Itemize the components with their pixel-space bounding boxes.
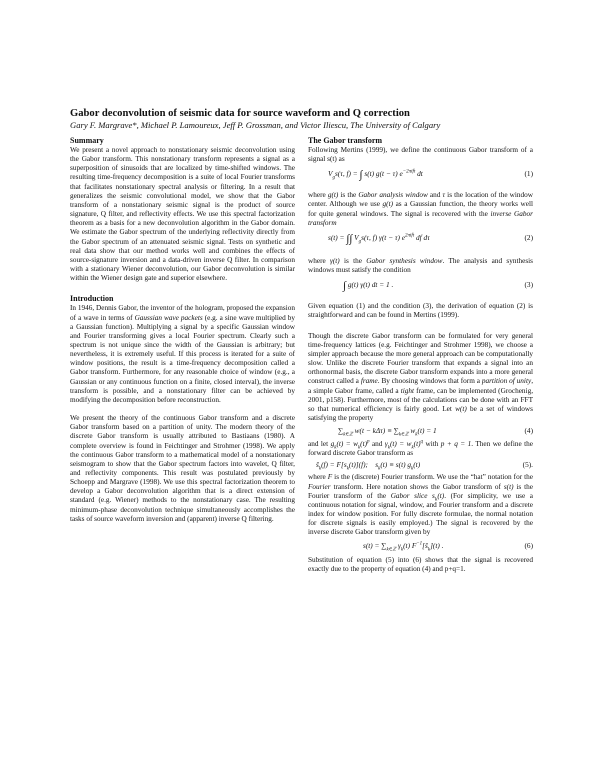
equation-6: $s(t) = \sum_{k\in ℤ}$ $\gamma_k(t)$ $F^{-1}[ŝ_k](t)$ . (6): [363, 540, 533, 552]
right-column: [308, 136, 533, 574]
equation-1: $V_gs(\tau$, f) = ∫ s(t) g(t − τ) $e^{-2\pi ift}$ dt (1): [328, 169, 533, 182]
paper-title: Gabor deconvolution of seismic data for source waveform and Q correction: [70, 108, 410, 119]
derivation-text: Given equation (1) and the condition (3), the derivation of equation (2) is straightforward and can be found in Mertins (1999).: [308, 302, 533, 320]
synthesis-window-text: where γ(t) is the Gabor synthesis window. The analysis and synthesis windows must satisfy the condition: [308, 256, 533, 275]
hat-notation-text: where F is the (discrete) Fourier transform. We use the “hat” notation for the Fourier transform. Here notation shows the Gabor transform of s(t) is the Fourier transform of the Gabor slice $s_k(t)$. (For simplicity, we use a continuous notation for signal, window, and Fourier transform and a discrete index for window position. For fully discrete formulae, the normal notation for discrete signals is easily employed.) The signal is recovered by the inverse discrete Gabor transform given by: [308, 473, 533, 537]
left-column: [70, 136, 295, 524]
gabor-heading: The Gabor transform: [308, 136, 383, 145]
paper-authors: Gary F. Margrave*, Michael P. Lamoureux, Jeff P. Grossman, and Victor Iliescu, The University of Calgary: [70, 120, 441, 130]
summary-text: We present a novel approach to nonstationary seismic deconvolution using the Gabor transform. This nonstationary transform represents a signal as a superposition of sinusoids that are localized by time-shifted windows. The resulting time-frequency decomposition is a suite of local Fourier transforms that facilitates nonstationary spectral analysis or filtering. In a result that generalizes the seismic convolutional model, we show that the Gabor transform of a nonstationary seismic signal is the product of source signature, Q filter, and reflectivity effects. We use this spectral factorization theorem as a basis for a new deconvolution algorithm in the Gabor domain. We estimate the Gabor spectrum of the underlying reflectivity directly from the Gabor spectrum of an attenuated seismic signal. Tests on synthetic and real data show that our method works well and combines the effects of source-signature inversion and a data-driven inverse Q filter. In comparison with a stationary Wiener deconvolution, our Gabor deconvolution is similar within the Wiener design gate and superior elsewhere.: [70, 146, 295, 283]
window-definition-text: where g(t) is the Gabor analysis window and τ is the location of the window center. Although we use g(t) as a Gaussian function, the theory works well for quite general windows. The signal is recovered with the inverse Gabor transform: [308, 191, 534, 227]
intro-paragraph-1: In 1946, Dennis Gabor, the inventor of the hologram, proposed the expansion of a wave in terms of Gaussian wave packets (e.g. a sine wave multiplied by a Gaussian function). Multiplying a signal by a specific Gaussian window and Fourier transforming gives a local Fourier spectrum. Clearly such a spectrum is not unique since the width of the Gaussian is arbitrary; but nevertheless, it is extremely useful. If this process is iterated for a suite of window positions, the result is a time-frequency decomposition called a Gabor transform. Furthermore, for any reasonable choice of window (e.g., a Gaussian or any continuous function on a finite, closed interval), the inverse transform is possible, and a nonstationary filter can be achieved by modifying the decomposition before reconstruction.: [70, 304, 296, 404]
intro-paragraph-2: We present the theory of the continuous Gabor transform and a discrete Gabor transform based on a partition of unity. The modern theory of the discrete Gabor transform is usually attributed to Bastiaans (1980). A complete overview is found in Feichtinger and Strohmer (1998). We apply the continuous Gabor transform to a mathematical model of a nonstationary seismogram to show that the Gabor spectrum factors into wavelet, Q filter, and reflectivity components. This result was postulated previously by Schoepp and Margrave (1998). We use this spectral factorization theorem to develop a Gabor deconvolution algorithm that is a direct extension of standard (e.g. Wiener) methods to the nonstationary case. The resulting minimum-phase deconvolution technique simultaneously accomplishes the tasks of source waveform inversion and (apparent) inverse Q filtering.: [70, 414, 295, 523]
equation-5: $ŝ_k(f) = F[s_k(t)](f)$; $s_k(t) \equiv s(t)$ $g_k(t)$ (5).: [316, 460, 533, 472]
intro-heading: Introduction: [70, 294, 114, 304]
substitution-text: Substitution of equation (5) into (6) shows that the signal is recovered exactly due to the property of equation (4) and p+q=1.: [308, 555, 533, 573]
gabor-intro-text: Following Mertins (1999), we define the continuous Gabor transform of a signal s(t) as: [308, 146, 533, 164]
discrete-gabor-text: Though the discrete Gabor transform can be formulated for very general time-frequency lattices (e.g. Feichtinger and Strohmer 1998), we choose a simpler approach because the more general approach can be computationally slow. Unlike the discrete Fourier transform that expands a signal into an orthonormal basis, the discrete Gabor transform expands into a more general construct called a frame. By choosing windows that form a partition of unity, a simple Gabor frame, called a tight frame, can be implemented (Grochenig, 2001, p158). Furthermore, most of the calculations can be done with an FFT so that numerical efficiency is fairly good. Let w(t) be a set of windows satisfying the property: [308, 331, 534, 422]
equation-4: $\sum_{k\in ℤ}$ $w(t - k\Delta\tau) \equiv \sum_{k\in ℤ}$ $w_k(t) = 1$ (4): [338, 426, 533, 438]
summary-heading: Summary: [70, 136, 104, 145]
window-split-text: and let $g_k(t) = w_k(t)^p$ and $\gamma_k(t) = w_k(t)^q$ with p + q = 1. Then we define the forward discrete Gabor transform as: [308, 439, 534, 458]
equation-3: ∫ g(t) γ(t) dt = 1 . (3): [343, 280, 533, 293]
equation-2: s(t) = ∫∫ $V_gs(\tau$, f) γ(t − τ) $e^{2\pi ift}$ df dτ (2): [328, 232, 533, 245]
